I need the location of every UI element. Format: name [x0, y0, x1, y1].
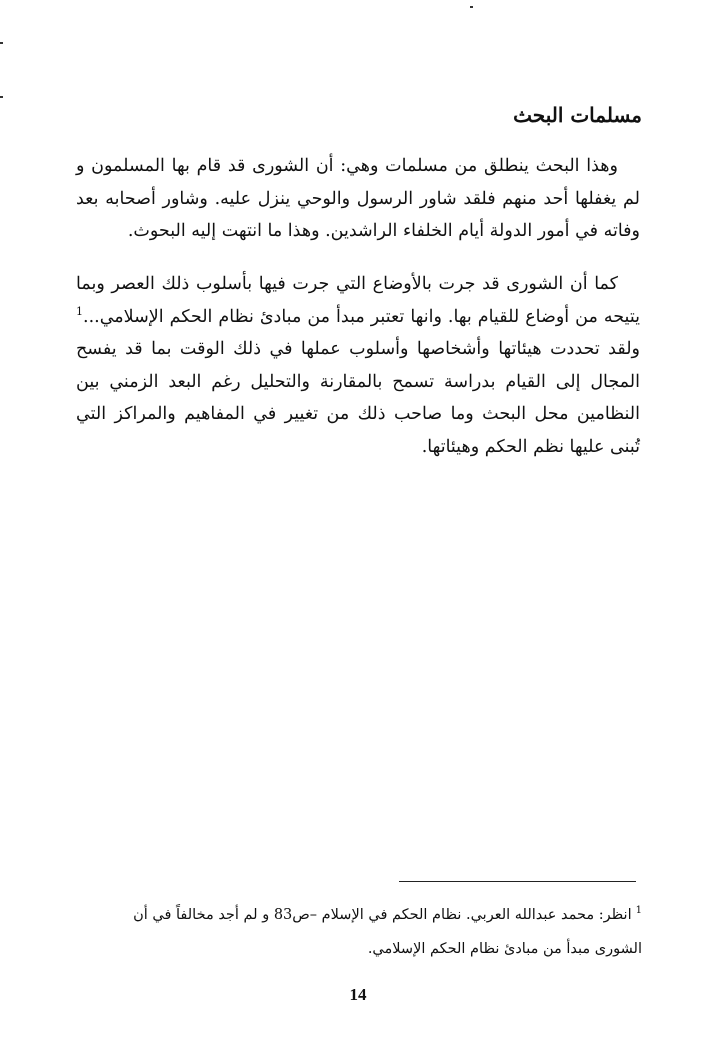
footnote	[94, 898, 642, 966]
paragraph-2	[76, 268, 640, 463]
paragraph-2-text-start: كما أن الشورى قد جرت بالأوضاع التي جرت فيها بأسلوب ذلك العصر وبما يتيحه من أوضاع للقيام بها. وانها تعتبر مبدأ من مبادئ نظام الحكم الإسلامي...	[76, 274, 640, 327]
footnote-reference[interactable]: 1	[76, 304, 83, 318]
page-number: 14	[349, 985, 367, 1004]
paragraph-1	[76, 150, 640, 248]
paragraph-2-text-end: ولقد تحددت هيئاتها وأشخاصها وأسلوب عملها في ذلك الوقت بما قد يفسح المجال إلى القيام بدراسة تسمح بالمقارنة والتحليل رغم البعد الزمني بين النظامين محل البحث وما صاحب ذلك من تغيير في المفاهيم والمراكز التي تُبنى عليها نظم الحكم وهيئاتها.	[76, 339, 640, 457]
paragraph-1-text: وهذا البحث ينطلق من مسلمات وهي: أن الشورى قد قام بها المسلمون و لم يغفلها أحد منهم فلقد شاور الرسول والوحي ينزل عليه. وشاور أصحابه بعد وفاته في أمور الدولة أيام الخلفاء الراشدين. وهذا ما انتهت إليه البحوث.	[76, 156, 640, 241]
footnote-number: 1	[635, 905, 642, 917]
footnote-separator	[399, 881, 636, 882]
scan-speck	[470, 6, 473, 8]
scan-speck	[0, 42, 3, 44]
footnote-text: انظر: محمد عبدالله العربي. نظام الحكم في الإسلام –ص83 و لم أجد مخالفاً في أن الشورى مبدأ من مبادئ نظام الحكم الإسلامي.	[133, 907, 642, 957]
section-heading: مسلمات البحث	[513, 103, 642, 127]
scan-speck	[0, 96, 3, 98]
